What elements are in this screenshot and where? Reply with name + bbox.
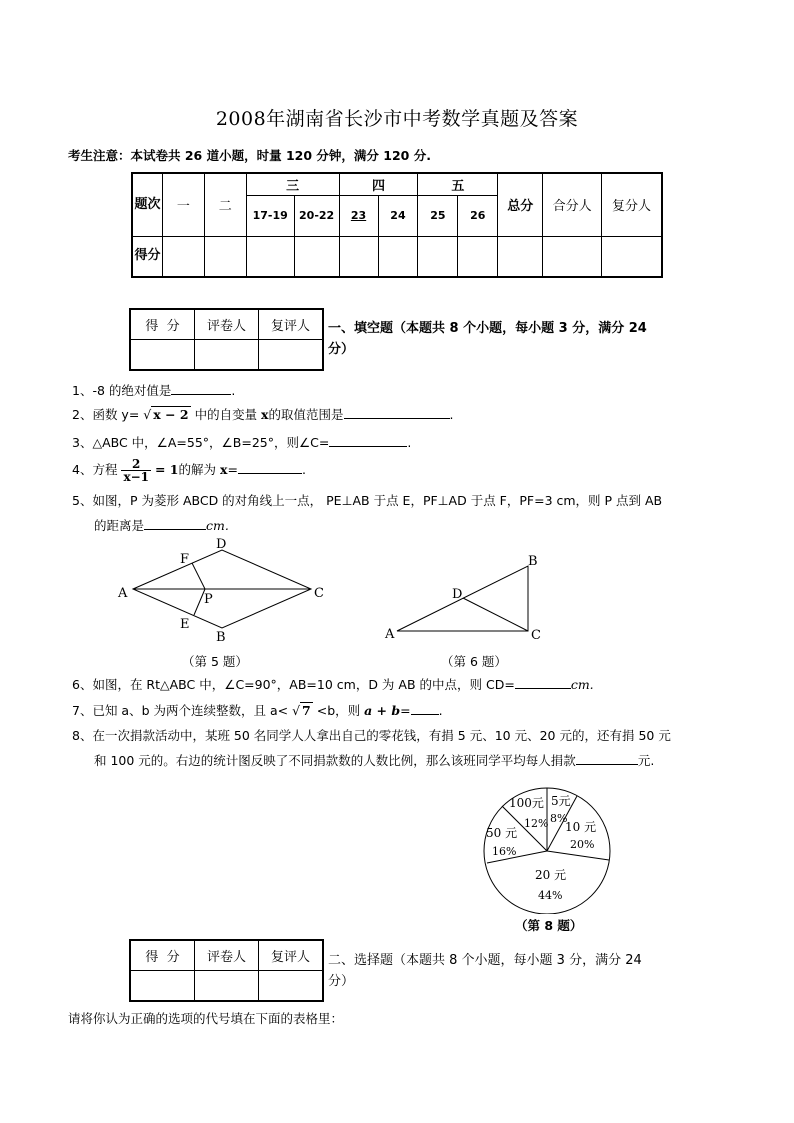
- pie-pct-10: 20%: [570, 838, 595, 851]
- col-total: 总分: [498, 173, 543, 236]
- label-E: E: [180, 617, 190, 632]
- answer-blank[interactable]: [576, 752, 638, 765]
- col-23: 23: [339, 195, 378, 236]
- col-reviewer: 复分人: [602, 173, 662, 236]
- col-section-3: 三: [246, 173, 339, 195]
- answer-blank[interactable]: [344, 406, 450, 419]
- figure-5-rhombus: [100, 535, 340, 670]
- question-2: 2、函数 y= √ x − 2 中的自变量 x的取值范围是 .: [72, 407, 454, 422]
- grader-label: 评卷人: [195, 309, 259, 340]
- sqrt-icon: √: [143, 407, 152, 422]
- score-cell[interactable]: [458, 236, 498, 277]
- grader-cell[interactable]: [195, 971, 259, 1002]
- pie-label-5: 5元: [551, 794, 571, 808]
- grader-score-cell[interactable]: [130, 340, 195, 371]
- header-question-number: 题次: [132, 173, 162, 236]
- score-cell[interactable]: [162, 236, 204, 277]
- score-cell[interactable]: [294, 236, 339, 277]
- figure-8-pie-chart: [478, 784, 618, 914]
- pie-label-100: 100元: [509, 796, 544, 810]
- reviewer-label: 复评人: [259, 940, 324, 971]
- section2-instruction: 请将你认为正确的选项的代号填在下面的表格里：: [68, 1011, 344, 1026]
- col-17-19: 17-19: [246, 195, 294, 236]
- col-20-22: 20-22: [294, 195, 339, 236]
- grader-score-cell[interactable]: [130, 971, 195, 1002]
- answer-blank[interactable]: [515, 676, 571, 689]
- score-cell[interactable]: [339, 236, 378, 277]
- exam-notice: 考生注意：本试卷共 26 道小题，时量 120 分钟，满分 120 分.: [68, 148, 431, 163]
- label-B: B: [216, 630, 226, 645]
- figure-6-triangle: [370, 545, 570, 655]
- label-F: F: [180, 552, 190, 567]
- question-1: 1、-8 的绝对值是 .: [72, 383, 236, 398]
- score-cell[interactable]: [602, 236, 662, 277]
- reviewer-cell[interactable]: [259, 340, 324, 371]
- pie-label-20: 20 元: [535, 868, 567, 882]
- score-cell[interactable]: [246, 236, 294, 277]
- answer-blank[interactable]: [144, 517, 206, 530]
- section1-grader-box: [129, 308, 324, 371]
- question-8: 8、在一次捐款活动中，某班 50 名同学人人拿出自己的零花钱，有捐 5 元、10 元、20 元的，还有捐 50 元 和 100 元的。右边的统计图反映了不同捐款数的人数比例，那么该班同学平均每人捐款 元.: [72, 728, 671, 768]
- question-5: 5、如图，P 为菱形 ABCD 的对角线上一点， PE⊥AB 于点 E，PF⊥AD 于点 F，PF=3 cm，则 P 点到 AB 的距离是 cm.: [72, 493, 663, 533]
- score-summary-table: [131, 172, 663, 278]
- question-6: 6、如图，在 Rt△ABC 中，∠C=90°，AB=10 cm，D 为 AB 的中点，则 CD= cm.: [72, 677, 594, 692]
- reviewer-label: 复评人: [259, 309, 324, 340]
- label-B: B: [528, 554, 538, 569]
- question-4: 4、方程 $\frac{2}{x-1}$ = 1的解为 x= .: [72, 457, 306, 484]
- fraction: $\frac{2}{x-1}$: [123, 457, 149, 484]
- score-cell[interactable]: [418, 236, 458, 277]
- sqrt-icon: √: [292, 703, 301, 718]
- label-C: C: [531, 628, 541, 643]
- reviewer-cell[interactable]: [259, 971, 324, 1002]
- pie-pct-5: 8%: [550, 812, 568, 825]
- figure-8-caption: （第 8 题）: [515, 918, 583, 933]
- answer-blank[interactable]: [238, 461, 302, 474]
- col-checker: 合分人: [543, 173, 602, 236]
- score-cell[interactable]: [498, 236, 543, 277]
- pie-label-10: 10 元: [565, 820, 597, 834]
- page-title: 2008年湖南省长沙市中考数学真题及答案: [215, 108, 579, 130]
- section2-grader-box: [129, 939, 324, 1002]
- section1-heading: 一、填空题（本题共 8 个小题，每小题 3 分，满分 24 分）: [328, 321, 647, 357]
- pie-pct-20: 44%: [538, 889, 563, 902]
- question-3: 3、△ABC 中，∠A=55°，∠B=25°，则∠C= .: [72, 435, 412, 450]
- figure-5-caption: （第 5 题）: [182, 654, 248, 669]
- question-7: 7、已知 a、b 为两个连续整数，且 a< √ 7 <b，则 a + b= .: [72, 703, 443, 718]
- answer-blank[interactable]: [329, 434, 407, 447]
- grader-score-label: 得 分: [130, 940, 195, 971]
- label-P: P: [204, 592, 213, 607]
- col-26: 26: [458, 195, 498, 236]
- grader-cell[interactable]: [195, 340, 259, 371]
- col-24: 24: [378, 195, 418, 236]
- grader-score-label: 得 分: [130, 309, 195, 340]
- label-C: C: [314, 586, 324, 601]
- score-cell[interactable]: [378, 236, 418, 277]
- pie-pct-50: 16%: [492, 845, 517, 858]
- answer-blank[interactable]: [411, 702, 439, 715]
- label-A: A: [385, 627, 395, 642]
- score-cell[interactable]: [204, 236, 246, 277]
- col-section-2: 二: [204, 173, 246, 236]
- answer-blank[interactable]: [171, 382, 231, 395]
- pie-label-50: 50 元: [486, 826, 518, 840]
- pie-pct-100: 12%: [524, 817, 549, 830]
- figure-6-caption: （第 6 题）: [441, 654, 507, 669]
- col-section-5: 五: [418, 173, 498, 195]
- section2-heading: 二、选择题（本题共 8 个小题，每小题 3 分，满分 24 分）: [328, 953, 642, 989]
- label-A: A: [118, 586, 128, 601]
- header-score: 得分: [132, 236, 162, 277]
- label-D: D: [216, 537, 227, 552]
- grader-label: 评卷人: [195, 940, 259, 971]
- label-D: D: [452, 587, 463, 602]
- col-section-1: 一: [162, 173, 204, 236]
- col-section-4: 四: [339, 173, 418, 195]
- score-cell[interactable]: [543, 236, 602, 277]
- col-25: 25: [418, 195, 458, 236]
